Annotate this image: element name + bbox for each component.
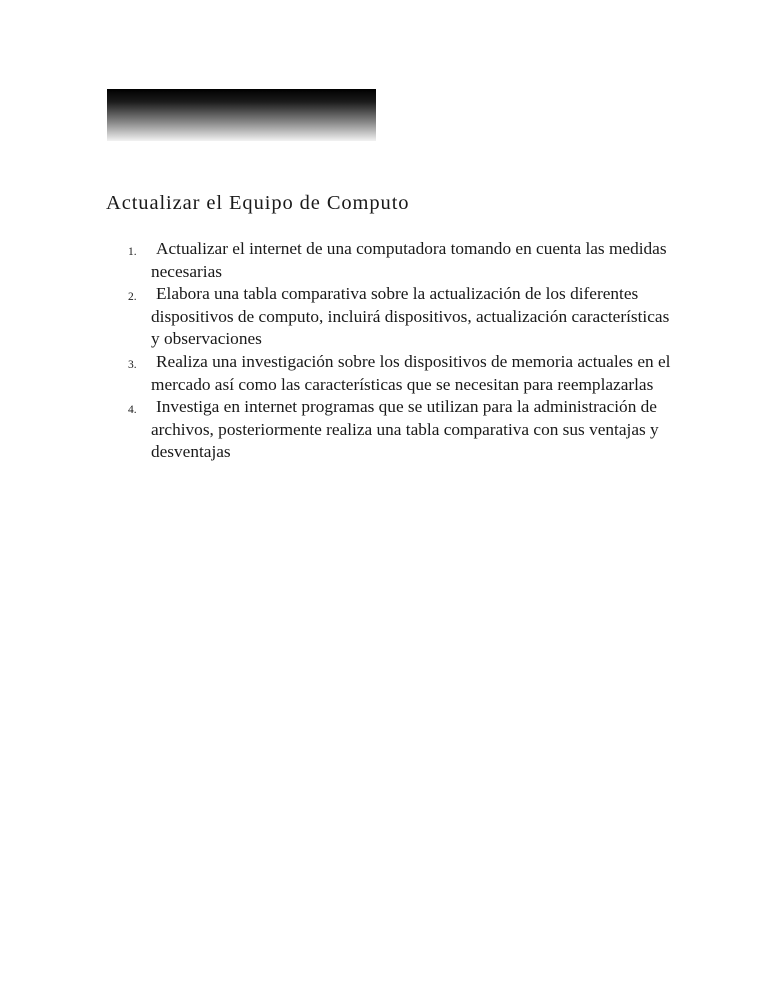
list-item [100, 396, 680, 464]
list-item-number: 3. [128, 358, 137, 371]
list-item-text: Realiza una investigación sobre los dispositivos de memoria actuales en el mercado así como las características que se necesitan para reemplazarlas [151, 351, 671, 394]
list-item-number: 2. [128, 291, 137, 304]
list-item [100, 283, 680, 351]
list-item-number: 4. [128, 404, 137, 417]
document-title: Actualizar el Equipo de Computo [106, 192, 410, 214]
list-item-text: Elabora una tabla comparativa sobre la actualización de los diferentes dispositivos de computo, incluirá dispositivos, actualización características y observaciones [151, 284, 670, 349]
list-item-text: Investiga en internet programas que se utilizan para la administración de archivos, posteriormente realiza una tabla comparativa con sus ventajas y desventajas [151, 397, 659, 462]
header-gradient-bar [107, 89, 376, 141]
list-item [100, 351, 680, 396]
task-list [100, 238, 680, 464]
list-item-text: Actualizar el internet de una computadora tomando en cuenta las medidas necesarias [151, 239, 667, 281]
list-item [100, 238, 680, 283]
list-item-number: 1. [128, 246, 137, 258]
